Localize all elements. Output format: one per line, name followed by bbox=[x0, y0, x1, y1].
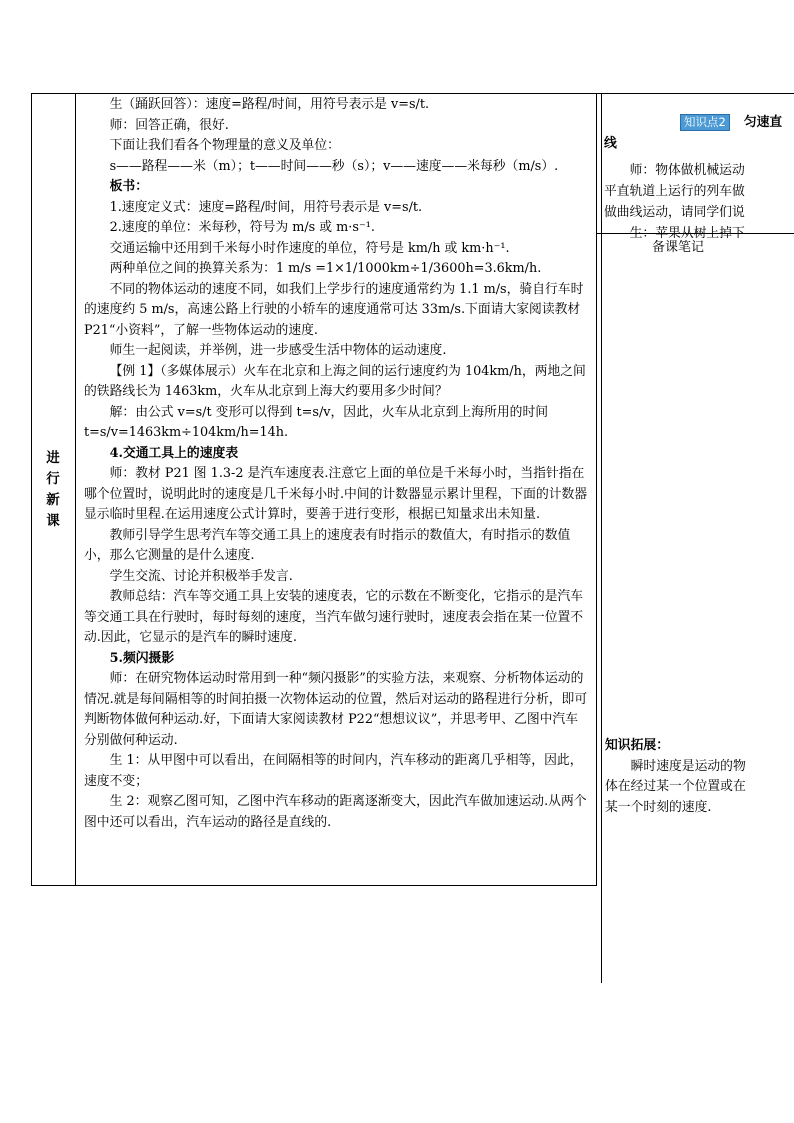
content-paragraph: 学生交流、讨论并积极举手发言. bbox=[109, 568, 293, 584]
knowledge-point-box bbox=[604, 112, 794, 244]
content-paragraph: 生（踊跃回答）：速度=路程/时间，用符号表示是 v=s/t. bbox=[109, 97, 430, 112]
row-label: 进 行 新 课 bbox=[46, 450, 60, 529]
content-paragraph: 5.频闪摄影 bbox=[109, 650, 175, 666]
content-paragraph: 【例 1】（多媒体展示）火车在北京和上海之间的运行速度约为 104km/h，两地之间的铁路线长为 1463km，火车从北京到上海大约要用多少时间？ bbox=[84, 363, 586, 399]
content-paragraph: 生 2：观察乙图可知，乙图中汽车移动的距离逐渐变大，因此汽车做加速运动.从两个图中还可以看出，汽车运动的路径是直线的. bbox=[84, 794, 587, 830]
content-paragraph: 师：在研究物体运动时常用到一种“频闪摄影”的实验方法，来观察、分析物体运动的情况.就是每间隔相等的时间拍摄一次物体运动的位置，然后对运动的路程进行分析，即可判断物体做何种运动.好，下面请大家阅读教材 P22“想想议议”，并思考甲、乙图中汽车分别做何种运动. bbox=[84, 671, 588, 748]
table-border-right bbox=[596, 93, 597, 886]
knowledge-point-badge: 知识点2 bbox=[680, 114, 730, 131]
side-line: 平直轨道上运行的列车做 bbox=[604, 184, 745, 199]
side-column-line bbox=[601, 93, 602, 983]
content-paragraph: 1.速度定义式：速度=路程/时间，用符号表示是 v=s/t. bbox=[109, 199, 423, 215]
table-column-divider bbox=[75, 93, 76, 886]
content-paragraph: 师：教材 P21 图 1.3-2 是汽车速度表.注意它上面的单位是千米每小时，当指针指在哪个位置时，说明此时的速度是几千米每小时.中间的计数器显示累计里程，下面的计数器显示临时里程.在运用速度公式计算时，要善于进行变形，根据已知量求出未知量. bbox=[84, 466, 588, 522]
side-line: 师：物体做机械运动 bbox=[629, 163, 745, 178]
content-paragraph: t=s/v=1463km÷104km/h=14h. bbox=[84, 425, 289, 440]
content-paragraph: 不同的物体运动的速度不同，如我们上学步行的速度通常约为 1.1 m/s，骑自行车时的速度约 5 m/s，高速公路上行驶的小轿车的速度通常可达 33m/s.下面请大家阅读教材 P21“小资料”，了解一些物体运动的速度. bbox=[84, 281, 584, 338]
content-paragraph: 师：回答正确，很好. bbox=[109, 117, 229, 133]
notes-label: 备课笔记 bbox=[652, 240, 705, 255]
content-paragraph: 两种单位之间的换算关系为：1 m/s =1×1/1000km÷1/3600h=3.6km/h. bbox=[109, 261, 542, 276]
content-paragraph: 师生一起阅读，并举例，进一步感受生活中物体的运动速度. bbox=[109, 343, 447, 358]
content-paragraph: 下面让我们看各个物理量的意义及单位： bbox=[109, 138, 340, 153]
content-paragraph: 教师引导学生思考汽车等交通工具上的速度表有时指示的数值大，有时指示的数值小，那么它测量的是什么速度. bbox=[84, 527, 571, 563]
content-paragraph: 板书： bbox=[109, 179, 148, 194]
content-paragraph: 解：由公式 v=s/t 变形可以得到 t=s/v，因此，火车从北京到上海所用的时间 bbox=[109, 404, 549, 420]
content-paragraph: 生 1：从甲图中可以看出，在间隔相等的时间内，汽车移动的距离几乎相等，因此，速度不变； bbox=[84, 753, 583, 789]
content-paragraph: 教师总结：汽车等交通工具上安装的速度表，它的示数在不断变化，它指示的是汽车等交通工具在行驶时，每时每刻的速度，当汽车做匀速行驶时，速度表会指在某一位置不动.因此，它显示的是汽车的瞬时速度. bbox=[84, 589, 584, 645]
content-paragraph: 2.速度的单位：米每秒，符号为 m/s 或 m·s⁻¹. bbox=[109, 220, 375, 235]
table-border-bottom bbox=[31, 885, 597, 886]
content-paragraph: 4.交通工具上的速度表 bbox=[109, 445, 239, 461]
lesson-content bbox=[84, 95, 590, 833]
content-paragraph: 交通运输中还用到千米每小时作速度的单位，符号是 km/h 或 km·h⁻¹. bbox=[109, 240, 510, 256]
side-line: 做曲线运动，请同学们说 bbox=[604, 205, 745, 220]
extension-heading: 知识拓展： bbox=[605, 738, 669, 753]
knowledge-point-title: 匀速直线 bbox=[604, 115, 783, 151]
side-box-top bbox=[597, 93, 794, 94]
extension-text: 瞬时速度是运动的物体在经过某一个位置或在某一个时刻的速度. bbox=[605, 758, 746, 815]
table-border-top bbox=[31, 93, 597, 94]
side-line: 生：苹果从树上掉下 bbox=[629, 226, 745, 241]
content-paragraph: s——路程——米（m）；t——时间——秒（s）；v——速度——米每秒（m/s）. bbox=[109, 158, 559, 174]
knowledge-extension bbox=[605, 736, 755, 818]
